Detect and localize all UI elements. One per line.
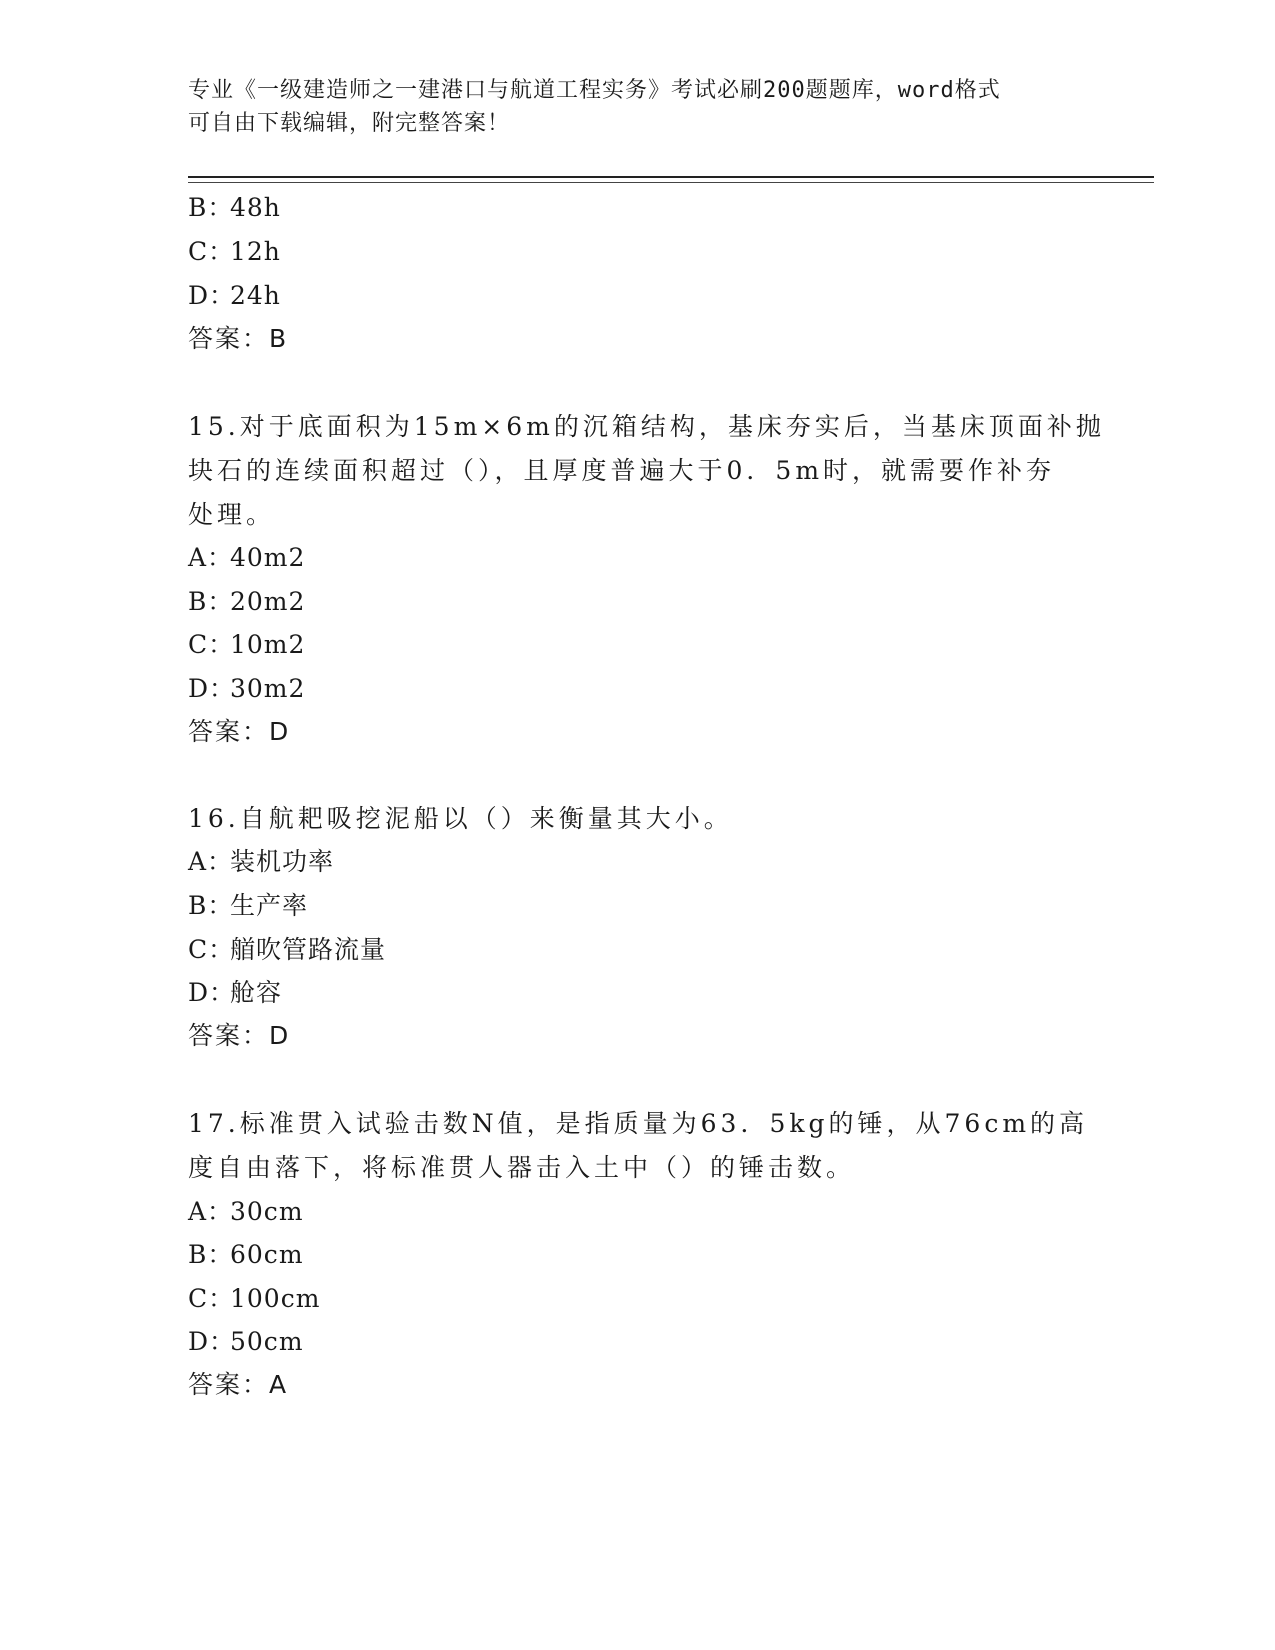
q15-answer: 答案：D [188, 717, 291, 746]
q14-answer: 答案：B [188, 324, 289, 353]
option-text: 48h [230, 193, 281, 222]
option-text: 30cm [230, 1197, 304, 1226]
q16-answer: 答案：D [188, 1021, 291, 1050]
option-text: 装机功率 [230, 847, 335, 876]
q15-stem-line-1: 15.对于底面积为15m×6m的沉箱结构，基床夯实后，当基床顶面补抛 [188, 412, 1105, 441]
q14-option-c [188, 235, 281, 269]
option-label: C： [188, 237, 235, 266]
q14-option-d [188, 279, 281, 313]
option-label: D： [188, 978, 236, 1007]
header-divider-thin [188, 182, 1154, 183]
option-label: D： [188, 1327, 236, 1356]
header-line-1: 专业《一级建造师之一建港口与航道工程实务》考试必刷200题题库，word格式 [188, 78, 1001, 103]
q15-option-d [188, 672, 305, 706]
q15-stem-line-2: 块石的连续面积超过（），且厚度普遍大于0．5m时，就需要作补夯 [188, 456, 1056, 485]
option-text: 舱容 [230, 978, 283, 1007]
q14-option-b [188, 191, 281, 225]
option-text: 30m2 [230, 674, 306, 703]
header-line-2: 可自由下载编辑，附完整答案！ [188, 111, 511, 136]
option-label: D： [188, 674, 236, 703]
q17-option-c [188, 1282, 320, 1316]
option-text: 24h [230, 281, 281, 310]
option-label: C： [188, 630, 235, 659]
q17-option-d [188, 1325, 304, 1359]
option-text: 100cm [230, 1284, 321, 1313]
option-label: C： [188, 935, 235, 964]
q17-option-a [188, 1195, 304, 1229]
option-text: 20m2 [230, 587, 306, 616]
q15-option-b [188, 585, 305, 619]
option-label: B： [188, 587, 234, 616]
q15-option-a [188, 541, 305, 575]
q16-option-a [188, 845, 334, 879]
q17-stem-line-1: 17.标准贯入试验击数N值，是指质量为63．5kg的锤，从76cm的高 [188, 1109, 1089, 1138]
q16-option-c [188, 933, 386, 967]
option-label: D： [188, 281, 236, 310]
option-text: 艏吹管路流量 [230, 935, 387, 964]
option-label: A： [188, 847, 234, 876]
q17-answer: 答案：A [188, 1370, 289, 1399]
option-label: B： [188, 193, 234, 222]
q17-option-b [188, 1238, 304, 1272]
q15-stem-line-3: 处理。 [188, 500, 276, 529]
document-header [188, 74, 1068, 140]
option-text: 40m2 [230, 543, 306, 572]
option-text: 生产率 [230, 891, 309, 920]
q16-stem-line-1: 16.自航耙吸挖泥船以（）来衡量其大小。 [188, 804, 733, 833]
option-label: C： [188, 1284, 235, 1313]
option-label: B： [188, 891, 234, 920]
option-label: A： [188, 543, 234, 572]
option-label: B： [188, 1240, 234, 1269]
header-divider-thick [188, 176, 1154, 178]
option-label: A： [188, 1197, 234, 1226]
option-text: 60cm [230, 1240, 304, 1269]
q16-option-b [188, 889, 308, 923]
q15-option-c [188, 628, 305, 662]
option-text: 50cm [230, 1327, 304, 1356]
q16-option-d [188, 976, 282, 1010]
q17-stem-line-2: 度自由落下，将标准贯人器击入土中（）的锤击数。 [188, 1153, 856, 1182]
option-text: 10m2 [230, 630, 306, 659]
option-text: 12h [230, 237, 281, 266]
